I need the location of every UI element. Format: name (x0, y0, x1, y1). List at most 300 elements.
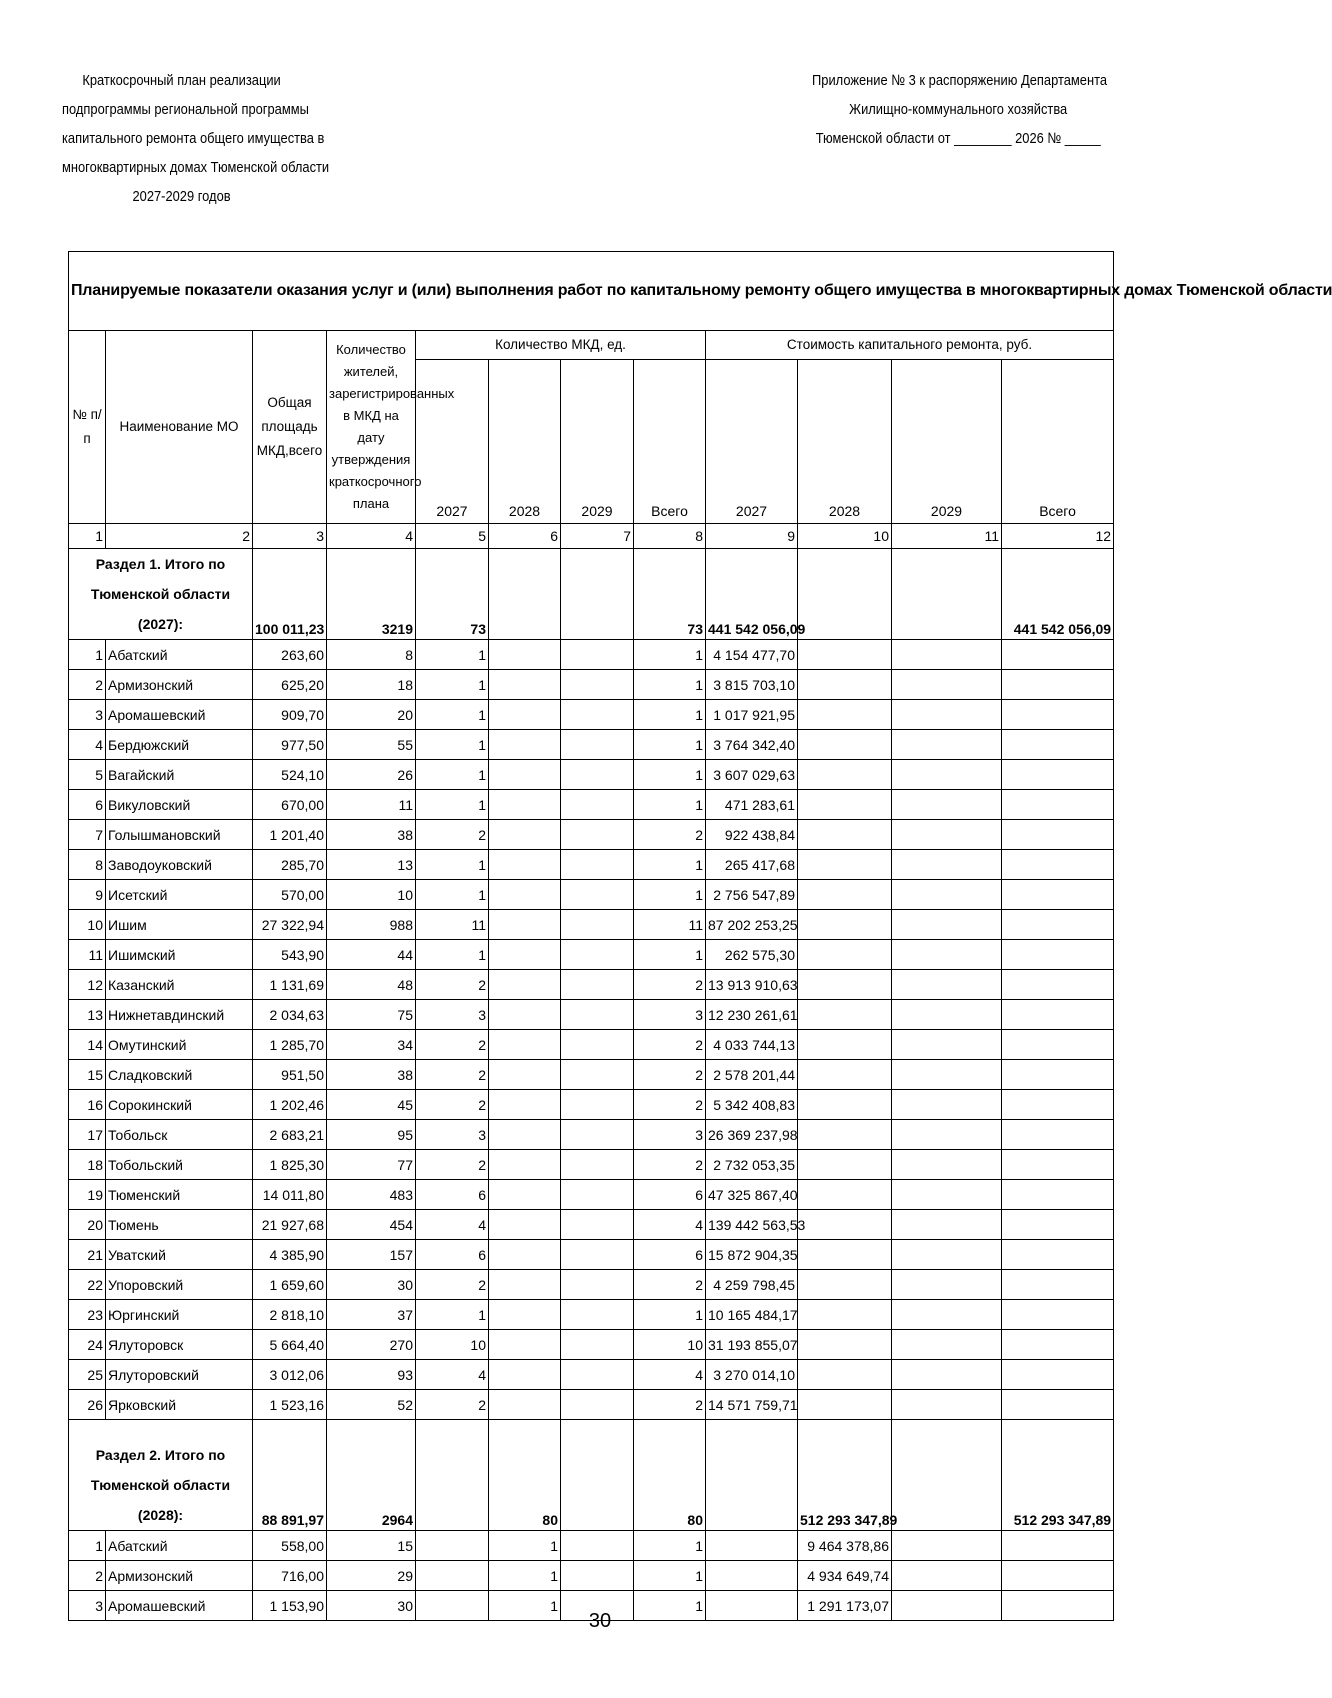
column-header-area: Общая площадь МКД,всего (253, 331, 327, 524)
row-count-2027: 2 (416, 1270, 489, 1300)
empty-cell (489, 1120, 561, 1150)
row-cost-2027: 31 193 855,07 (706, 1330, 798, 1360)
empty-cell (892, 850, 1002, 880)
empty-cell (1002, 1210, 1114, 1240)
row-number: 25 (69, 1360, 106, 1390)
table-row (69, 1270, 1114, 1300)
row-number: 23 (69, 1300, 106, 1330)
empty-cell (561, 760, 634, 790)
empty-cell (798, 730, 892, 760)
row-count-total: 1 (634, 790, 706, 820)
row-count-total: 11 (634, 910, 706, 940)
empty-cell (892, 1390, 1002, 1420)
empty-cell (489, 760, 561, 790)
table-row (69, 1531, 1114, 1561)
municipality-name: Тобольск (106, 1120, 253, 1150)
empty-cell (489, 790, 561, 820)
empty-cell (798, 670, 892, 700)
plan-title-block (62, 66, 330, 211)
row-area: 1 285,70 (253, 1030, 327, 1060)
empty-cell (1002, 1360, 1114, 1390)
empty-cell (892, 1150, 1002, 1180)
row-number: 8 (69, 850, 106, 880)
municipality-name: Нижнетавдинский (106, 1000, 253, 1030)
empty-cell (416, 1531, 489, 1561)
municipality-name: Ишимский (106, 940, 253, 970)
table-row (69, 1390, 1114, 1420)
empty-cell (561, 790, 634, 820)
table-row (69, 760, 1114, 790)
empty-cell (706, 1420, 798, 1531)
empty-cell (1002, 1060, 1114, 1090)
empty-cell (798, 1210, 892, 1240)
empty-cell (892, 1210, 1002, 1240)
row-residents: 95 (327, 1120, 416, 1150)
column-header-number: № п/п (69, 331, 106, 524)
column-number: 11 (892, 524, 1002, 549)
plan-title-line: подпрограммы региональной программы (62, 101, 309, 118)
row-count-2027: 1 (416, 850, 489, 880)
table-row (69, 790, 1114, 820)
empty-cell (1002, 700, 1114, 730)
row-count-2027: 4 (416, 1210, 489, 1240)
empty-cell (1002, 880, 1114, 910)
row-count-total: 1 (634, 1531, 706, 1561)
row-number: 4 (69, 730, 106, 760)
row-count-2027: 3 (416, 1000, 489, 1030)
row-residents: 483 (327, 1180, 416, 1210)
empty-cell (489, 1390, 561, 1420)
row-cost-2027: 3 764 342,40 (706, 730, 798, 760)
year-header: Всего (1002, 360, 1114, 524)
year-header: 2029 (892, 360, 1002, 524)
row-residents: 30 (327, 1270, 416, 1300)
row-count-2027: 2 (416, 1060, 489, 1090)
table-row (69, 1180, 1114, 1210)
empty-cell (561, 1000, 634, 1030)
column-header-residents: Количество жителей, зарегистрированных в МКД на дату утверждения краткосрочного плана (327, 331, 416, 524)
row-count-2027: 2 (416, 1030, 489, 1060)
empty-cell (1002, 1000, 1114, 1030)
column-number: 4 (327, 524, 416, 549)
row-cost-2027: 922 438,84 (706, 820, 798, 850)
empty-cell (798, 760, 892, 790)
section-cost-2028: 512 293 347,89 (798, 1420, 892, 1531)
row-number: 3 (69, 700, 106, 730)
row-count-2027: 1 (416, 790, 489, 820)
empty-cell (892, 910, 1002, 940)
row-cost-2027: 3 270 014,10 (706, 1360, 798, 1390)
empty-cell (798, 1300, 892, 1330)
empty-cell (561, 850, 634, 880)
row-cost-2027: 2 756 547,89 (706, 880, 798, 910)
table-row (69, 1000, 1114, 1030)
row-count-2027: 2 (416, 1150, 489, 1180)
empty-cell (798, 1360, 892, 1390)
row-number: 9 (69, 880, 106, 910)
row-count-2027: 1 (416, 730, 489, 760)
row-count-2027: 1 (416, 640, 489, 670)
plan-title-line: капитального ремонта общего имущества в (62, 130, 325, 147)
empty-cell (561, 1360, 634, 1390)
column-number: 9 (706, 524, 798, 549)
empty-cell (892, 1120, 1002, 1150)
section-count-total: 80 (634, 1420, 706, 1531)
row-number: 2 (69, 670, 106, 700)
table-row (69, 1240, 1114, 1270)
table-row (69, 1120, 1114, 1150)
section-total-residents: 2964 (327, 1420, 416, 1531)
table-row (69, 1150, 1114, 1180)
plan-title-line: 2027-2029 годов (132, 188, 231, 205)
municipality-name: Казанский (106, 970, 253, 1000)
table-row (69, 700, 1114, 730)
row-number: 5 (69, 760, 106, 790)
row-count-2027: 6 (416, 1240, 489, 1270)
empty-cell (561, 1420, 634, 1531)
row-number: 14 (69, 1030, 106, 1060)
row-count-total: 3 (634, 1000, 706, 1030)
municipality-name: Абатский (106, 640, 253, 670)
table-row (69, 850, 1114, 880)
row-number: 19 (69, 1180, 106, 1210)
row-area: 977,50 (253, 730, 327, 760)
empty-cell (561, 730, 634, 760)
empty-cell (489, 970, 561, 1000)
row-number: 3 (69, 1591, 106, 1621)
empty-cell (1002, 1150, 1114, 1180)
row-number: 24 (69, 1330, 106, 1360)
empty-cell (892, 1240, 1002, 1270)
empty-cell (489, 1330, 561, 1360)
table-row (69, 1090, 1114, 1120)
empty-cell (561, 1210, 634, 1240)
section-2-total-row (69, 1420, 1114, 1531)
row-cost-2027: 12 230 261,61 (706, 1000, 798, 1030)
empty-cell (489, 549, 561, 640)
municipality-name: Аромашевский (106, 1591, 253, 1621)
empty-cell (798, 850, 892, 880)
row-cost-2027: 13 913 910,63 (706, 970, 798, 1000)
row-count-2027: 1 (416, 700, 489, 730)
table-row (69, 1360, 1114, 1390)
row-cost-2027: 3 607 029,63 (706, 760, 798, 790)
empty-cell (892, 1030, 1002, 1060)
empty-cell (561, 940, 634, 970)
section-2-rows (69, 1531, 1114, 1621)
column-number: 1 (69, 524, 106, 549)
empty-cell (561, 640, 634, 670)
row-residents: 157 (327, 1240, 416, 1270)
table-row (69, 1330, 1114, 1360)
empty-cell (561, 670, 634, 700)
row-cost-2027: 262 575,30 (706, 940, 798, 970)
section-total-area: 100 011,23 (253, 549, 327, 640)
table-row (69, 730, 1114, 760)
row-count-2028: 1 (489, 1531, 561, 1561)
row-number: 1 (69, 640, 106, 670)
empty-cell (892, 549, 1002, 640)
column-number: 12 (1002, 524, 1114, 549)
empty-cell (892, 1360, 1002, 1390)
row-residents: 13 (327, 850, 416, 880)
row-residents: 20 (327, 700, 416, 730)
row-count-total: 1 (634, 1591, 706, 1621)
municipality-name: Абатский (106, 1531, 253, 1561)
empty-cell (561, 1561, 634, 1591)
empty-cell (489, 850, 561, 880)
row-cost-2027: 14 571 759,71 (706, 1390, 798, 1420)
row-count-total: 1 (634, 700, 706, 730)
row-area: 1 131,69 (253, 970, 327, 1000)
row-number: 7 (69, 820, 106, 850)
row-residents: 10 (327, 880, 416, 910)
section-cost-2027: 441 542 056,09 (706, 549, 798, 640)
empty-cell (798, 940, 892, 970)
empty-cell (798, 700, 892, 730)
empty-cell (892, 1420, 1002, 1531)
empty-cell (798, 1090, 892, 1120)
appendix-note (812, 66, 1108, 153)
row-number: 6 (69, 790, 106, 820)
row-number: 13 (69, 1000, 106, 1030)
municipality-name: Голышмановский (106, 820, 253, 850)
empty-cell (798, 820, 892, 850)
empty-cell (798, 1270, 892, 1300)
row-residents: 52 (327, 1390, 416, 1420)
capital-repair-table (68, 251, 1332, 1621)
empty-cell (561, 1030, 634, 1060)
page-number: 30 (588, 1610, 612, 1632)
empty-cell (489, 730, 561, 760)
table-row (69, 820, 1114, 850)
section-count-2027: 73 (416, 549, 489, 640)
empty-cell (561, 1330, 634, 1360)
table-row (69, 1030, 1114, 1060)
table-row (69, 880, 1114, 910)
row-count-2028: 1 (489, 1591, 561, 1621)
year-header: 2029 (561, 360, 634, 524)
row-cost-2027: 139 442 563,53 (706, 1210, 798, 1240)
row-count-total: 1 (634, 1300, 706, 1330)
table-row (69, 1300, 1114, 1330)
section-cost-total: 512 293 347,89 (1002, 1420, 1114, 1531)
group-header-repair-cost: Стоимость капитального ремонта, руб. (706, 331, 1114, 360)
empty-cell (892, 790, 1002, 820)
row-cost-2027: 2 578 201,44 (706, 1060, 798, 1090)
year-header: 2027 (706, 360, 798, 524)
section-cost-total: 441 542 056,09 (1002, 549, 1114, 640)
row-cost-2028: 1 291 173,07 (798, 1591, 892, 1621)
row-count-2027: 2 (416, 1390, 489, 1420)
row-cost-2027: 15 872 904,35 (706, 1240, 798, 1270)
table-row (69, 970, 1114, 1000)
section-label-line: Раздел 1. Итого по (95, 556, 226, 572)
empty-cell (561, 700, 634, 730)
empty-cell (489, 1090, 561, 1120)
row-count-total: 1 (634, 730, 706, 760)
table-title: Планируемые показатели оказания услуг и (или) выполнения работ по капитальному ремонту общего имущества в многоквартирных домах Тюменской области (69, 252, 1114, 331)
row-area: 4 385,90 (253, 1240, 327, 1270)
empty-cell (1002, 790, 1114, 820)
empty-cell (489, 1000, 561, 1030)
row-cost-2027: 471 283,61 (706, 790, 798, 820)
row-area: 14 011,80 (253, 1180, 327, 1210)
row-residents: 18 (327, 670, 416, 700)
municipality-name: Юргинский (106, 1300, 253, 1330)
year-header: 2028 (798, 360, 892, 524)
municipality-name: Тобольский (106, 1150, 253, 1180)
section-label-line: Раздел 2. Итого по (95, 1447, 226, 1463)
empty-cell (1002, 760, 1114, 790)
row-count-total: 3 (634, 1120, 706, 1150)
row-count-total: 1 (634, 640, 706, 670)
appendix-note-line: Приложение № 3 к распоряжению Департамента (812, 72, 1108, 89)
row-residents: 8 (327, 640, 416, 670)
row-cost-2027: 4 033 744,13 (706, 1030, 798, 1060)
row-count-total: 1 (634, 880, 706, 910)
section-total-residents: 3219 (327, 549, 416, 640)
table-row (69, 1210, 1114, 1240)
empty-cell (798, 1240, 892, 1270)
row-number: 21 (69, 1240, 106, 1270)
municipality-name: Омутинский (106, 1030, 253, 1060)
row-cost-2027: 10 165 484,17 (706, 1300, 798, 1330)
row-count-2027: 2 (416, 820, 489, 850)
empty-cell (1002, 940, 1114, 970)
empty-cell (1002, 1300, 1114, 1330)
empty-cell (561, 1390, 634, 1420)
row-residents: 270 (327, 1330, 416, 1360)
empty-cell (561, 1060, 634, 1090)
municipality-name: Бердюжский (106, 730, 253, 760)
row-area: 543,90 (253, 940, 327, 970)
row-area: 1 153,90 (253, 1591, 327, 1621)
empty-cell (892, 1300, 1002, 1330)
section-2-label (69, 1420, 253, 1531)
section-1-total-row (69, 549, 1114, 640)
row-residents: 38 (327, 1060, 416, 1090)
municipality-name: Исетский (106, 880, 253, 910)
row-number: 16 (69, 1090, 106, 1120)
row-area: 1 202,46 (253, 1090, 327, 1120)
row-cost-2028: 4 934 649,74 (798, 1561, 892, 1591)
row-residents: 44 (327, 940, 416, 970)
empty-cell (1002, 640, 1114, 670)
empty-cell (489, 1180, 561, 1210)
empty-cell (416, 1561, 489, 1591)
empty-cell (892, 730, 1002, 760)
empty-cell (1002, 910, 1114, 940)
row-count-total: 2 (634, 1390, 706, 1420)
row-residents: 75 (327, 1000, 416, 1030)
table-row (69, 940, 1114, 970)
row-cost-2027: 3 815 703,10 (706, 670, 798, 700)
table-row (69, 910, 1114, 940)
row-cost-2027: 1 017 921,95 (706, 700, 798, 730)
row-count-2027: 2 (416, 1090, 489, 1120)
empty-cell (489, 1300, 561, 1330)
row-area: 1 659,60 (253, 1270, 327, 1300)
empty-cell (892, 1531, 1002, 1561)
municipality-name: Уватский (106, 1240, 253, 1270)
empty-cell (892, 760, 1002, 790)
row-count-total: 1 (634, 670, 706, 700)
municipality-name: Упоровский (106, 1270, 253, 1300)
year-header: 2027 (416, 360, 489, 524)
row-count-2027: 1 (416, 880, 489, 910)
row-area: 1 523,16 (253, 1390, 327, 1420)
row-count-2027: 1 (416, 670, 489, 700)
year-header: Всего (634, 360, 706, 524)
empty-cell (489, 1030, 561, 1060)
row-area: 625,20 (253, 670, 327, 700)
empty-cell (1002, 1561, 1114, 1591)
row-area: 558,00 (253, 1531, 327, 1561)
row-area: 2 683,21 (253, 1120, 327, 1150)
row-area: 27 322,94 (253, 910, 327, 940)
empty-cell (561, 1531, 634, 1561)
empty-cell (1002, 1240, 1114, 1270)
empty-cell (892, 820, 1002, 850)
row-residents: 38 (327, 820, 416, 850)
row-area: 524,10 (253, 760, 327, 790)
column-number: 6 (489, 524, 561, 549)
empty-cell (561, 549, 634, 640)
empty-cell (489, 1210, 561, 1240)
empty-cell (561, 1240, 634, 1270)
empty-cell (892, 1180, 1002, 1210)
year-header: 2028 (489, 360, 561, 524)
empty-cell (892, 1000, 1002, 1030)
empty-cell (1002, 1330, 1114, 1360)
municipality-name: Заводоуковский (106, 850, 253, 880)
empty-cell (798, 1390, 892, 1420)
column-number: 3 (253, 524, 327, 549)
section-count-total: 73 (634, 549, 706, 640)
row-residents: 26 (327, 760, 416, 790)
row-area: 909,70 (253, 700, 327, 730)
empty-cell (798, 1000, 892, 1030)
row-number: 1 (69, 1531, 106, 1561)
row-residents: 29 (327, 1561, 416, 1591)
row-cost-2027: 26 369 237,98 (706, 1120, 798, 1150)
row-count-total: 6 (634, 1240, 706, 1270)
empty-cell (798, 1150, 892, 1180)
empty-cell (489, 700, 561, 730)
row-number: 20 (69, 1210, 106, 1240)
appendix-note-line: Тюменской области от ________ 2026 № _____ (815, 130, 1101, 147)
row-area: 263,60 (253, 640, 327, 670)
empty-cell (892, 640, 1002, 670)
table-row (69, 1060, 1114, 1090)
empty-cell (1002, 850, 1114, 880)
row-number: 26 (69, 1390, 106, 1420)
section-count-2028: 80 (489, 1420, 561, 1531)
empty-cell (892, 1330, 1002, 1360)
row-cost-2028: 9 464 378,86 (798, 1531, 892, 1561)
plan-title-line: Краткосрочный план реализации (82, 72, 281, 89)
row-count-total: 2 (634, 1060, 706, 1090)
municipality-name: Тюменский (106, 1180, 253, 1210)
section-total-area: 88 891,97 (253, 1420, 327, 1531)
column-number: 2 (106, 524, 253, 549)
table-row (69, 640, 1114, 670)
table-row (69, 1561, 1114, 1591)
empty-cell (561, 1150, 634, 1180)
row-residents: 77 (327, 1150, 416, 1180)
municipality-name: Аромашевский (106, 700, 253, 730)
